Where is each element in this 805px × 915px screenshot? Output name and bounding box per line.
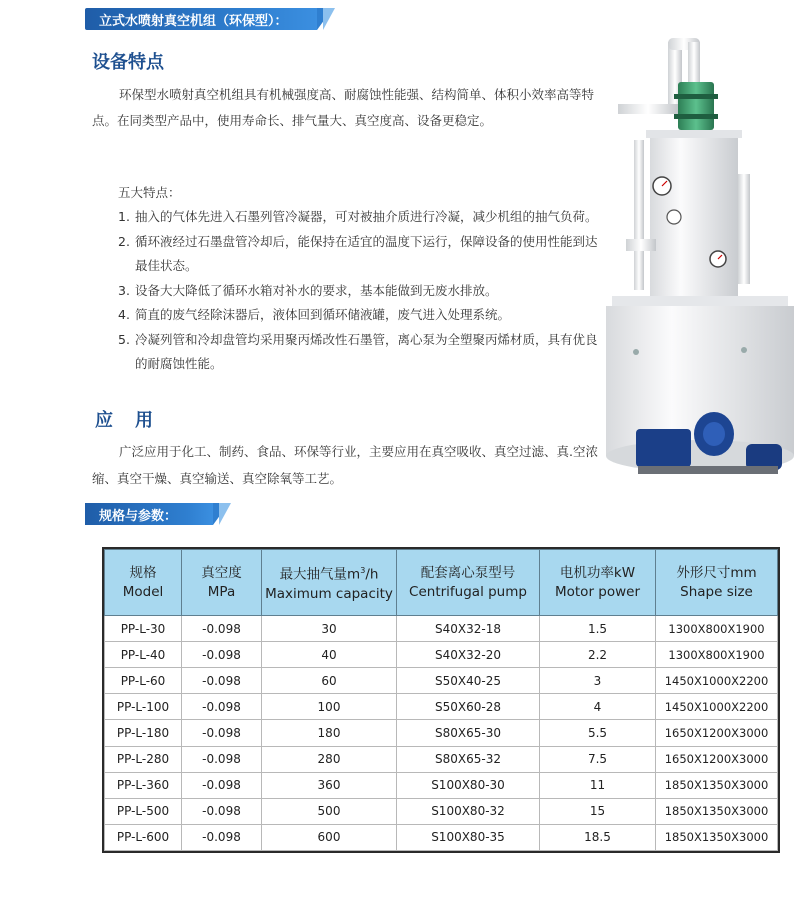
cell-shape: 1650X1200X3000 <box>656 746 778 772</box>
list-item-number: 5. <box>118 331 130 347</box>
cell-shape: 1300X800X1900 <box>656 642 778 668</box>
cell-model: PP-L-280 <box>105 746 182 772</box>
features-heading: 设备特点 <box>92 52 164 73</box>
table-row <box>105 746 778 772</box>
header-cn: 电机功率kW <box>559 564 636 581</box>
list-item-text: 冷凝列管和冷却盘管均采用聚丙烯改性石墨管，离心泵为全塑聚丙烯材质，具有优良的耐腐蚀性能。 <box>135 331 598 371</box>
column-header-shape <box>656 550 778 616</box>
header-cn: 最大抽气量m <box>279 566 361 583</box>
cell-capacity: 40 <box>262 642 397 668</box>
cell-capacity: 360 <box>262 772 397 798</box>
list-item <box>118 230 598 279</box>
cell-vacuum: -0.098 <box>182 694 262 720</box>
list-item-number: 4. <box>118 307 130 322</box>
header-cn: 规格 <box>129 564 157 581</box>
spec-banner-title: 规格与参数： <box>99 509 178 524</box>
table-header-row <box>105 550 778 616</box>
list-item-text: 设备大大降低了循环水箱对补水的要求，基本能做到无废水排放。 <box>135 282 498 298</box>
list-item-number: 3. <box>118 282 130 298</box>
cell-model: PP-L-40 <box>105 642 182 668</box>
header-en: MPa <box>207 583 236 600</box>
cell-motor: 4 <box>540 694 656 720</box>
spec-table <box>102 547 780 853</box>
header-cn-tail: /h <box>365 566 379 583</box>
cell-capacity: 600 <box>262 824 397 850</box>
header-cn: 真空度 <box>201 564 242 581</box>
application-heading: 应用 <box>95 410 175 431</box>
header-superscript: 3 <box>360 566 366 576</box>
banner-title: 立式水喷射真空机组（环保型）： <box>99 14 288 29</box>
header-en: Motor power <box>554 583 641 600</box>
header-cn: 外形尺寸mm <box>676 564 757 581</box>
cell-model: PP-L-180 <box>105 720 182 746</box>
cell-model: PP-L-500 <box>105 798 182 824</box>
column-header-motor <box>540 550 656 616</box>
cell-shape: 1850X1350X3000 <box>656 798 778 824</box>
cell-vacuum: -0.098 <box>182 720 262 746</box>
table-row <box>105 824 778 850</box>
cell-pump: S80X65-32 <box>397 746 540 772</box>
list-item <box>118 279 598 304</box>
column-header-model <box>105 550 182 616</box>
cell-vacuum: -0.098 <box>182 616 262 642</box>
vacuum-unit-illustration <box>596 34 796 484</box>
column-header-vacuum <box>182 550 262 616</box>
cell-pump: S80X65-30 <box>397 720 540 746</box>
table-row <box>105 642 778 668</box>
cell-pump: S100X80-35 <box>397 824 540 850</box>
cell-model: PP-L-100 <box>105 694 182 720</box>
cell-motor: 5.5 <box>540 720 656 746</box>
list-item-text: 抽入的气体先进入石墨列管冷凝器，可对被抽介质进行冷凝，减少机组的抽气负荷。 <box>135 209 598 224</box>
header-en: Maximum capacity <box>265 585 393 602</box>
cell-vacuum: -0.098 <box>182 798 262 824</box>
cell-pump: S100X80-32 <box>397 798 540 824</box>
list-item-number: 1. <box>118 209 130 224</box>
five-features-title: 五大特点： <box>118 185 181 200</box>
cell-pump: S50X40-25 <box>397 668 540 694</box>
table-row <box>105 720 778 746</box>
table-row <box>105 694 778 720</box>
cell-motor: 18.5 <box>540 824 656 850</box>
cell-pump: S40X32-20 <box>397 642 540 668</box>
cell-shape: 1300X800X1900 <box>656 616 778 642</box>
features-intro: 环保型水喷射真空机组具有机械强度高、耐腐蚀性能强、结构简单、体积小效率高等特点。在同类型产品中，使用寿命长、排气量大、真空度高、设备更稳定。 <box>92 87 595 128</box>
cell-shape: 1850X1350X3000 <box>656 772 778 798</box>
cell-capacity: 500 <box>262 798 397 824</box>
cell-pump: S50X60-28 <box>397 694 540 720</box>
cell-model: PP-L-600 <box>105 824 182 850</box>
cell-shape: 1850X1350X3000 <box>656 824 778 850</box>
header-en: Model <box>122 583 164 600</box>
feature-list <box>118 205 598 377</box>
cell-vacuum: -0.098 <box>182 746 262 772</box>
table-row <box>105 772 778 798</box>
list-item-text: 循环液经过石墨盘管冷却后，能保持在适宜的温度下运行，保障设备的使用性能到达最佳状态。 <box>135 233 598 273</box>
cell-motor: 7.5 <box>540 746 656 772</box>
list-item <box>118 303 598 328</box>
header-en: Shape size <box>680 583 753 600</box>
column-header-capacity <box>262 550 397 616</box>
header-cn: 配套离心泵型号 <box>420 564 516 581</box>
cell-vacuum: -0.098 <box>182 824 262 850</box>
list-item <box>118 205 598 230</box>
cell-model: PP-L-360 <box>105 772 182 798</box>
cell-capacity: 280 <box>262 746 397 772</box>
cell-motor: 2.2 <box>540 642 656 668</box>
cell-capacity: 30 <box>262 616 397 642</box>
cell-shape: 1650X1200X3000 <box>656 720 778 746</box>
cell-capacity: 100 <box>262 694 397 720</box>
cell-shape: 1450X1000X2200 <box>656 668 778 694</box>
cell-vacuum: -0.098 <box>182 772 262 798</box>
cell-vacuum: -0.098 <box>182 642 262 668</box>
cell-motor: 11 <box>540 772 656 798</box>
cell-pump: S100X80-30 <box>397 772 540 798</box>
cell-motor: 1.5 <box>540 616 656 642</box>
cell-vacuum: -0.098 <box>182 668 262 694</box>
spec-banner <box>85 503 230 525</box>
header-en: Centrifugal pump <box>409 583 527 600</box>
list-item-text: 简直的废气经除沫器后，液体回到循环储液罐，废气进入处理系统。 <box>135 307 511 322</box>
list-item-number: 2. <box>118 233 130 249</box>
table-row <box>105 798 778 824</box>
application-text: 广泛应用于化工、制药、食品、环保等行业，主要应用在真空吸收、真空过滤、真.空浓缩、真空干燥、真空输送、真空除氧等工艺。 <box>92 444 598 486</box>
cell-pump: S40X32-18 <box>397 616 540 642</box>
title-banner <box>85 8 335 30</box>
column-header-pump <box>397 550 540 616</box>
cell-capacity: 60 <box>262 668 397 694</box>
cell-model: PP-L-60 <box>105 668 182 694</box>
table-row <box>105 616 778 642</box>
cell-model: PP-L-30 <box>105 616 182 642</box>
cell-capacity: 180 <box>262 720 397 746</box>
cell-motor: 3 <box>540 668 656 694</box>
list-item <box>118 328 598 377</box>
cell-motor: 15 <box>540 798 656 824</box>
table-row <box>105 668 778 694</box>
cell-shape: 1450X1000X2200 <box>656 694 778 720</box>
